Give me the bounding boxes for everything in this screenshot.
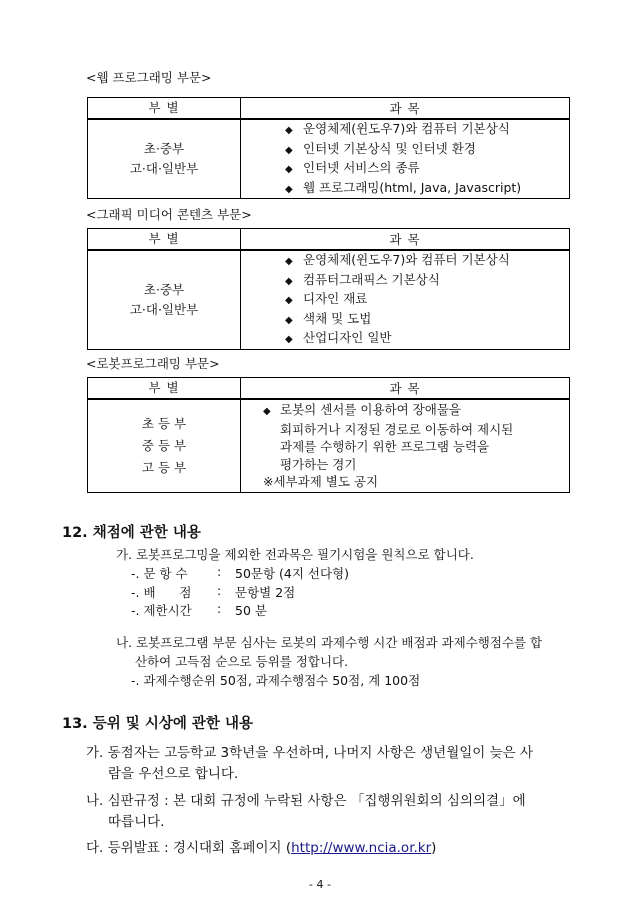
division-label: 초 등 부 [141,415,187,431]
subject-item: ◆ 로봇의 센서를 이용하여 장애물을 [263,401,569,421]
subject-item: ◆ 운영체제(윈도우7)와 컴퓨터 기본상식 [285,120,569,140]
diamond-bullet-icon: ◆ [285,275,293,287]
diamond-bullet-icon: ◆ [285,125,293,136]
header-division: 부 별 [88,98,241,120]
diamond-bullet-icon: ◆ [285,334,293,345]
subject-item: ◆ 산업디자인 일반 [285,329,569,349]
score-row-colon: : [217,564,222,579]
caption-web-section: <웹 프로그래밍 부문> [86,70,212,85]
diamond-bullet-icon: ◆ [285,256,293,267]
division-cell [88,250,241,349]
subject-cell [241,250,570,349]
item-c-prefix: 다. 등위발표 : 경시대회 홈페이지 ( [86,840,292,856]
header-subject: 과 목 [241,229,570,251]
subject-item: ◆ 인터넷 서비스의 종류 [285,159,569,179]
section12-item-b-sub: -. 과제수행순위 50점, 과제수행점수 50점, 계 100점 [131,673,421,688]
division-label: 초·중부 [143,141,185,156]
division-cell [88,399,241,492]
table-graphic-media [87,228,570,350]
diamond-bullet-icon: ◆ [263,406,271,417]
score-row-label: -. 문 항 수 [131,566,188,581]
division-label: 고·대·일반부 [129,301,199,317]
page-number: - 4 - [309,878,331,891]
subject-item: ◆ 디자인 재료 [285,290,569,310]
table-web-programming [87,97,570,199]
table-robot-programming [87,377,570,493]
section12-item-a: 가. 로봇프로그밍을 제외한 전과목은 필기시험을 원칙으로 합니다. [116,547,474,562]
subject-cell [241,399,570,492]
subject-cell [241,119,570,199]
score-row-value: 문항별 2점 [235,585,296,600]
header-subject: 과 목 [241,98,570,120]
subject-item: ◆ 운영체제(윈도우7)와 컴퓨터 기본상식 [285,251,569,271]
score-row-label: -. 제한시간 [131,603,192,618]
item-c-suffix: ) [431,840,437,856]
header-division: 부 별 [88,378,241,400]
subject-line: 평가하는 경기 [280,456,357,472]
score-row-colon: : [217,583,222,598]
division-label: 고 등 부 [141,459,187,475]
score-row-colon: : [217,601,222,616]
subject-item: ◆ 웹 프로그래밍(html, Java, Javascript) [285,179,569,199]
header-subject: 과 목 [241,378,570,400]
section13-item-c [86,836,436,856]
section12-heading: 12. 채점에 관한 내용 [62,525,201,541]
homepage-link[interactable]: http://www.ncia.or.kr [291,840,432,856]
diamond-bullet-icon: ◆ [285,144,293,156]
caption-robot-section: <로봇프로그래밍 부문> [86,356,220,371]
division-cell [88,119,241,199]
division-label: 고·대·일반부 [129,161,199,176]
section13-heading: 13. 등위 및 시상에 관한 내용 [62,716,253,732]
subject-item: ◆ 인터넷 기본상식 및 인터넷 환경 [285,140,569,160]
section12-item-b: 나. 로봇프로그램 부문 심사는 로봇의 과제수행 시간 배점과 과제수행점수를 합 [116,635,543,650]
section12-item-b-cont: 산하여 고득점 순으로 등위를 정합니다. [135,654,349,669]
diamond-bullet-icon: ◆ [285,314,293,326]
robot-note: ※세부과제 별도 공지 [263,474,379,489]
section13-item-b-cont: 따릅니다. [108,814,165,830]
section13-item-a-cont: 람을 우선으로 합니다. [108,766,239,782]
division-label: 초·중부 [143,281,185,297]
division-label: 중 등 부 [141,437,187,453]
header-division: 부 별 [88,229,241,251]
diamond-bullet-icon: ◆ [285,183,293,195]
section13-item-b: 나. 심판규정 : 본 대회 규정에 누락된 사항은 「집행위원회의 심의의결」에 [86,793,526,809]
subject-item: ◆ 컴퓨터그래픽스 기본상식 [285,271,569,291]
score-row-value: 50 분 [235,603,267,618]
subject-item: ◆ 색채 및 도법 [285,310,569,330]
score-row-label: -. 배 점 [131,585,192,600]
diamond-bullet-icon: ◆ [285,164,293,175]
subject-line: 과제를 수행하기 위한 프로그램 능력을 [280,439,490,454]
caption-graphic-section: <그래픽 미디어 콘텐츠 부문> [86,207,252,222]
score-row-value: 50문항 (4지 선다형) [235,566,350,581]
diamond-bullet-icon: ◆ [285,295,293,306]
section13-item-a: 가. 동점자는 고등학교 3학년을 우선하며, 나머지 사항은 생년월일이 늦은 사 [86,745,534,761]
subject-line: 회피하거나 지정된 경로로 이동하여 제시된 [280,421,514,437]
